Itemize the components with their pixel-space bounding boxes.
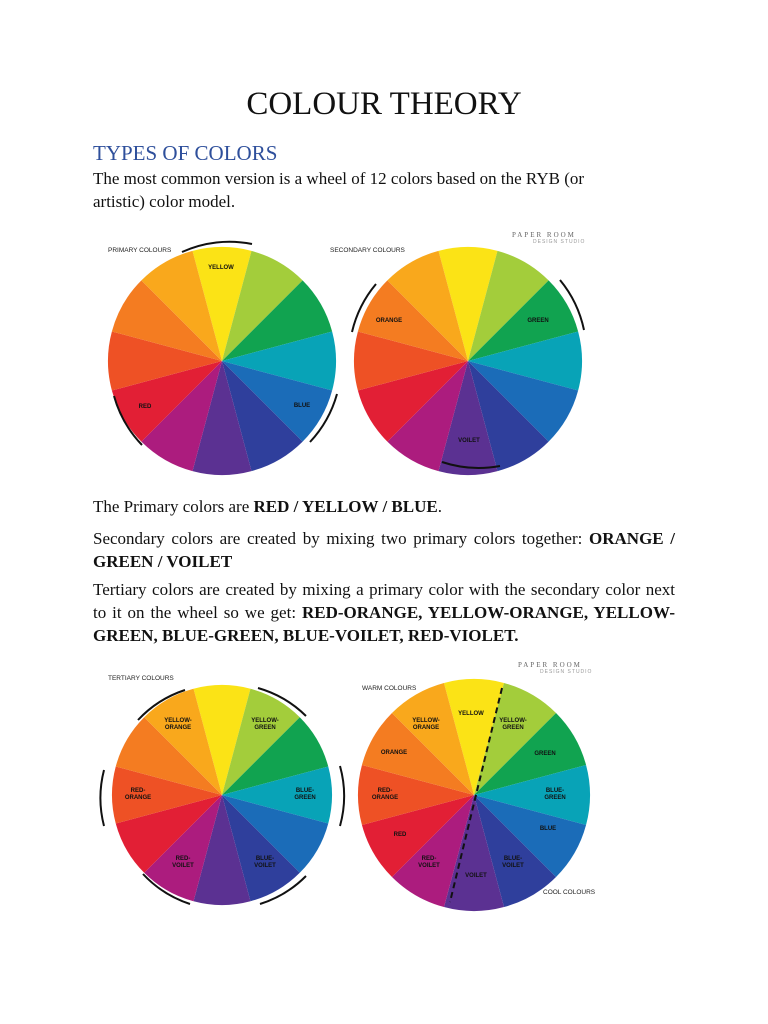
tertiary-wheel-title: TERTIARY COLOURS (108, 675, 174, 682)
tertiary-colors-list: RED-ORANGE, YELLOW-ORANGE, YELLOW-GREEN, BLUE-GREEN, BLUE-VOILET, RED-VIOLET. (93, 603, 675, 645)
label-wc-yellow-green: YELLOW-GREEN (499, 718, 527, 731)
label-wc-green: GREEN (534, 751, 556, 757)
label-wc-yellow-orange: YELLOW-ORANGE (412, 718, 440, 731)
brand-logo-bottom: PAPER ROOM (518, 661, 582, 669)
primary-colors-list: RED / YELLOW / BLUE (253, 497, 438, 516)
label-blue-violet: BLUE-VOILET (254, 856, 276, 869)
label-wc-yellow: YELLOW (458, 711, 484, 717)
label-violet: VOILET (458, 438, 480, 444)
label-wc-red-violet: RED-VOILET (418, 856, 440, 869)
bracket-blue-green (340, 766, 344, 826)
brand-sub-bottom: DESIGN STUDIO (540, 669, 593, 675)
intro-line-2: artistic) color model. (93, 192, 236, 211)
primary-colour-wheel (108, 247, 336, 475)
label-wc-blue-green: BLUE-GREEN (544, 788, 566, 801)
label-yellow-orange: YELLOW-ORANGE (164, 718, 192, 731)
label-wc-red-orange: RED-ORANGE (371, 788, 399, 801)
warm-wheel-title: WARM COLOURS (362, 685, 417, 692)
label-red-violet: RED-VOILET (172, 856, 194, 869)
label-yellow-green: YELLOW-GREEN (251, 718, 279, 731)
secondary-wheel-title: SECONDARY COLOURS (330, 247, 405, 254)
label-wc-orange: ORANGE (380, 750, 408, 756)
label-yellow: YELLOW (208, 265, 234, 271)
brand-sub-top: DESIGN STUDIO (533, 239, 586, 245)
secondary-colors-list: ORANGE / GREEN / VOILET (93, 529, 675, 571)
label-wc-red: RED (393, 832, 407, 838)
secondary-lead: Secondary colors are created by mixing two primary colors together: (93, 529, 590, 548)
section-heading: TYPES OF COLORS (93, 141, 278, 165)
label-red: RED (138, 404, 152, 410)
primary-lead: The Primary colors are (93, 497, 254, 516)
brand-logo-top: PAPER ROOM (512, 231, 576, 239)
tertiary-lead: Tertiary colors are created by mixing a primary color with the secondary color next to it on the wheel so we get: (93, 580, 675, 622)
label-orange: ORANGE (375, 318, 403, 324)
label-green: GREEN (527, 318, 549, 324)
label-wc-violet: VOILET (465, 873, 487, 879)
intro-line-1: The most common version is a wheel of 12 colors based on the RYB (or (93, 169, 585, 188)
bracket-red-orange (100, 770, 104, 826)
page-title: COLOUR THEORY (246, 86, 522, 122)
label-wc-blue: BLUE (539, 826, 557, 832)
label-wc-blue-violet: BLUE-VOILET (502, 856, 524, 869)
label-red-orange: RED-ORANGE (124, 788, 152, 801)
label-blue: BLUE (293, 403, 311, 409)
label-blue-green: BLUE-GREEN (294, 788, 316, 801)
primary-end: . (437, 497, 442, 516)
cool-wheel-title: COOL COLOURS (543, 889, 596, 896)
primary-wheel-title: PRIMARY COLOURS (108, 247, 172, 254)
